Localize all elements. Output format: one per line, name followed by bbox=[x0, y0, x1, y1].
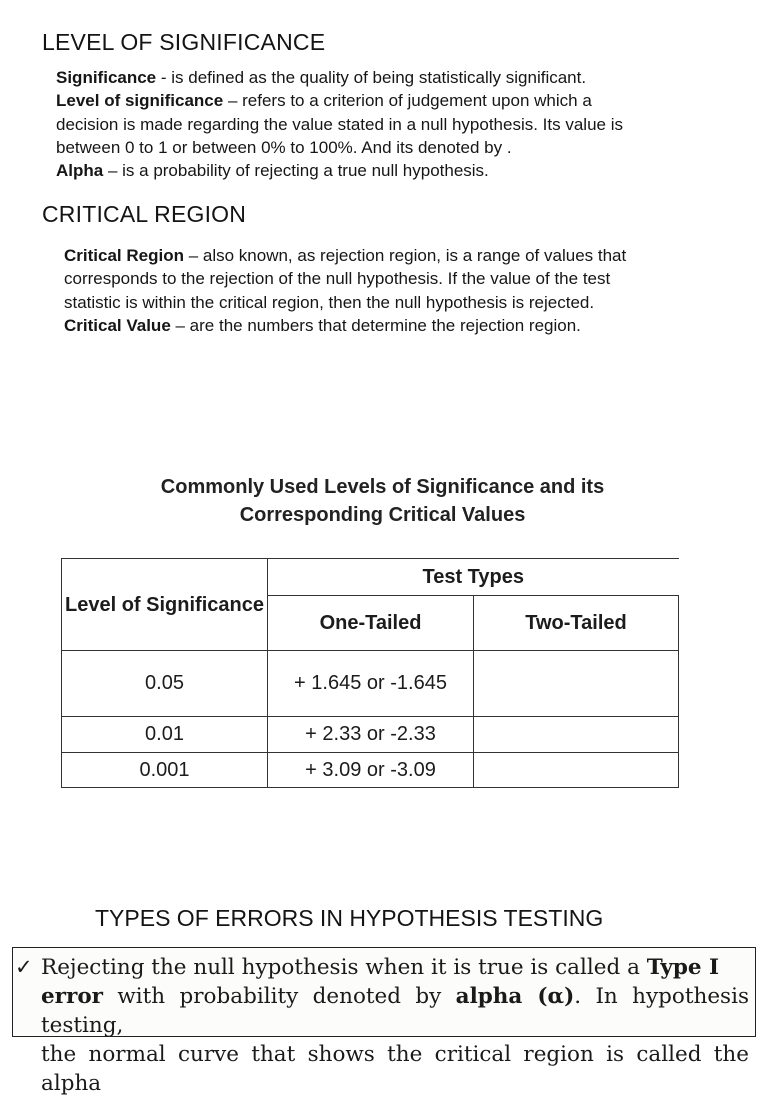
table-title-line: Corresponding Critical Values bbox=[239, 504, 526, 526]
level-of-significance-definitions bbox=[56, 66, 756, 182]
cell-one-tailed: + 1.645 or -1.645 bbox=[268, 651, 474, 717]
alpha-definition bbox=[56, 159, 756, 182]
table-title-line: Commonly Used Levels of Significance and its bbox=[160, 476, 605, 498]
level-term: Level of significance bbox=[56, 91, 224, 111]
error-line-clipped: the normal curve that shows the critical region is called the alpha bbox=[41, 1042, 749, 1096]
cell-one-tailed: + 2.33 or -2.33 bbox=[268, 717, 474, 753]
cell-two-tailed bbox=[474, 651, 679, 717]
type-one-label: Type I bbox=[646, 955, 720, 980]
significance-text: - is defined as the quality of being statistically significant. bbox=[156, 68, 587, 87]
error-line-text: Rejecting the null hypothesis when it is true is called a bbox=[41, 955, 647, 980]
critical-region-text: – also known, as rejection region, is a range of values that bbox=[183, 246, 627, 265]
header-one-tailed: One-Tailed bbox=[268, 596, 474, 651]
cell-level: 0.001 bbox=[62, 753, 268, 788]
type-one-error-text bbox=[15, 953, 749, 1096]
critical-region-term: Critical Region bbox=[64, 246, 184, 265]
cell-one-tailed: + 3.09 or -3.09 bbox=[268, 753, 474, 788]
critical-region-definition bbox=[64, 244, 754, 267]
heading-critical-region: CRITICAL REGION bbox=[42, 201, 247, 227]
critical-region-text-line: corresponds to the rejection of the null hypothesis. If the value of the test bbox=[64, 269, 611, 289]
error-word: error bbox=[41, 984, 104, 1009]
cell-two-tailed bbox=[474, 753, 679, 788]
level-text-line: between 0 to 1 or between 0% to 100%. And its denoted by . bbox=[56, 137, 512, 157]
table-title bbox=[60, 473, 705, 529]
header-level-of-significance: Level of Significance bbox=[62, 559, 268, 651]
cell-two-tailed bbox=[474, 717, 679, 753]
critical-value-term: Critical Value bbox=[64, 315, 171, 335]
header-test-types: Test Types bbox=[268, 559, 679, 596]
significance-definition bbox=[56, 66, 756, 89]
type-one-error-box bbox=[12, 947, 756, 1096]
alpha-text: – is a probability of rejecting a true null hypothesis. bbox=[103, 161, 489, 181]
cell-level: 0.01 bbox=[62, 717, 268, 753]
significance-term: Significance bbox=[56, 68, 157, 87]
critical-values-table bbox=[61, 558, 679, 788]
critical-value-text: – are the numbers that determine the rejection region. bbox=[170, 315, 581, 335]
table-row bbox=[62, 717, 679, 753]
alpha-term: Alpha bbox=[56, 161, 104, 181]
level-text-line: decision is made regarding the value stated in a null hypothesis. Its value is bbox=[56, 114, 623, 134]
level-definition bbox=[56, 89, 756, 112]
error-line-text: with probability denoted by bbox=[103, 984, 456, 1009]
level-text: – refers to a criterion of judgement upon which a bbox=[223, 91, 592, 111]
checkmark-icon: ✓ bbox=[15, 955, 33, 979]
error-line bbox=[41, 953, 749, 982]
heading-types-of-errors: TYPES OF ERRORS IN HYPOTHESIS TESTING bbox=[95, 905, 604, 931]
header-two-tailed: Two-Tailed bbox=[474, 596, 679, 651]
alpha-label: alpha (α) bbox=[455, 984, 575, 1009]
cell-level: 0.05 bbox=[62, 651, 268, 717]
heading-level-of-significance: LEVEL OF SIGNIFICANCE bbox=[42, 29, 326, 55]
error-line-text: . In hypothesis testing, bbox=[41, 984, 749, 1038]
critical-region-definitions bbox=[64, 244, 754, 337]
error-line bbox=[41, 982, 749, 1040]
error-line bbox=[41, 1040, 749, 1096]
critical-region-text-line: statistic is within the critical region, then the null hypothesis is rejected. bbox=[64, 292, 595, 312]
critical-value-definition bbox=[64, 314, 754, 337]
table-row bbox=[62, 651, 679, 717]
table-row bbox=[62, 753, 679, 788]
